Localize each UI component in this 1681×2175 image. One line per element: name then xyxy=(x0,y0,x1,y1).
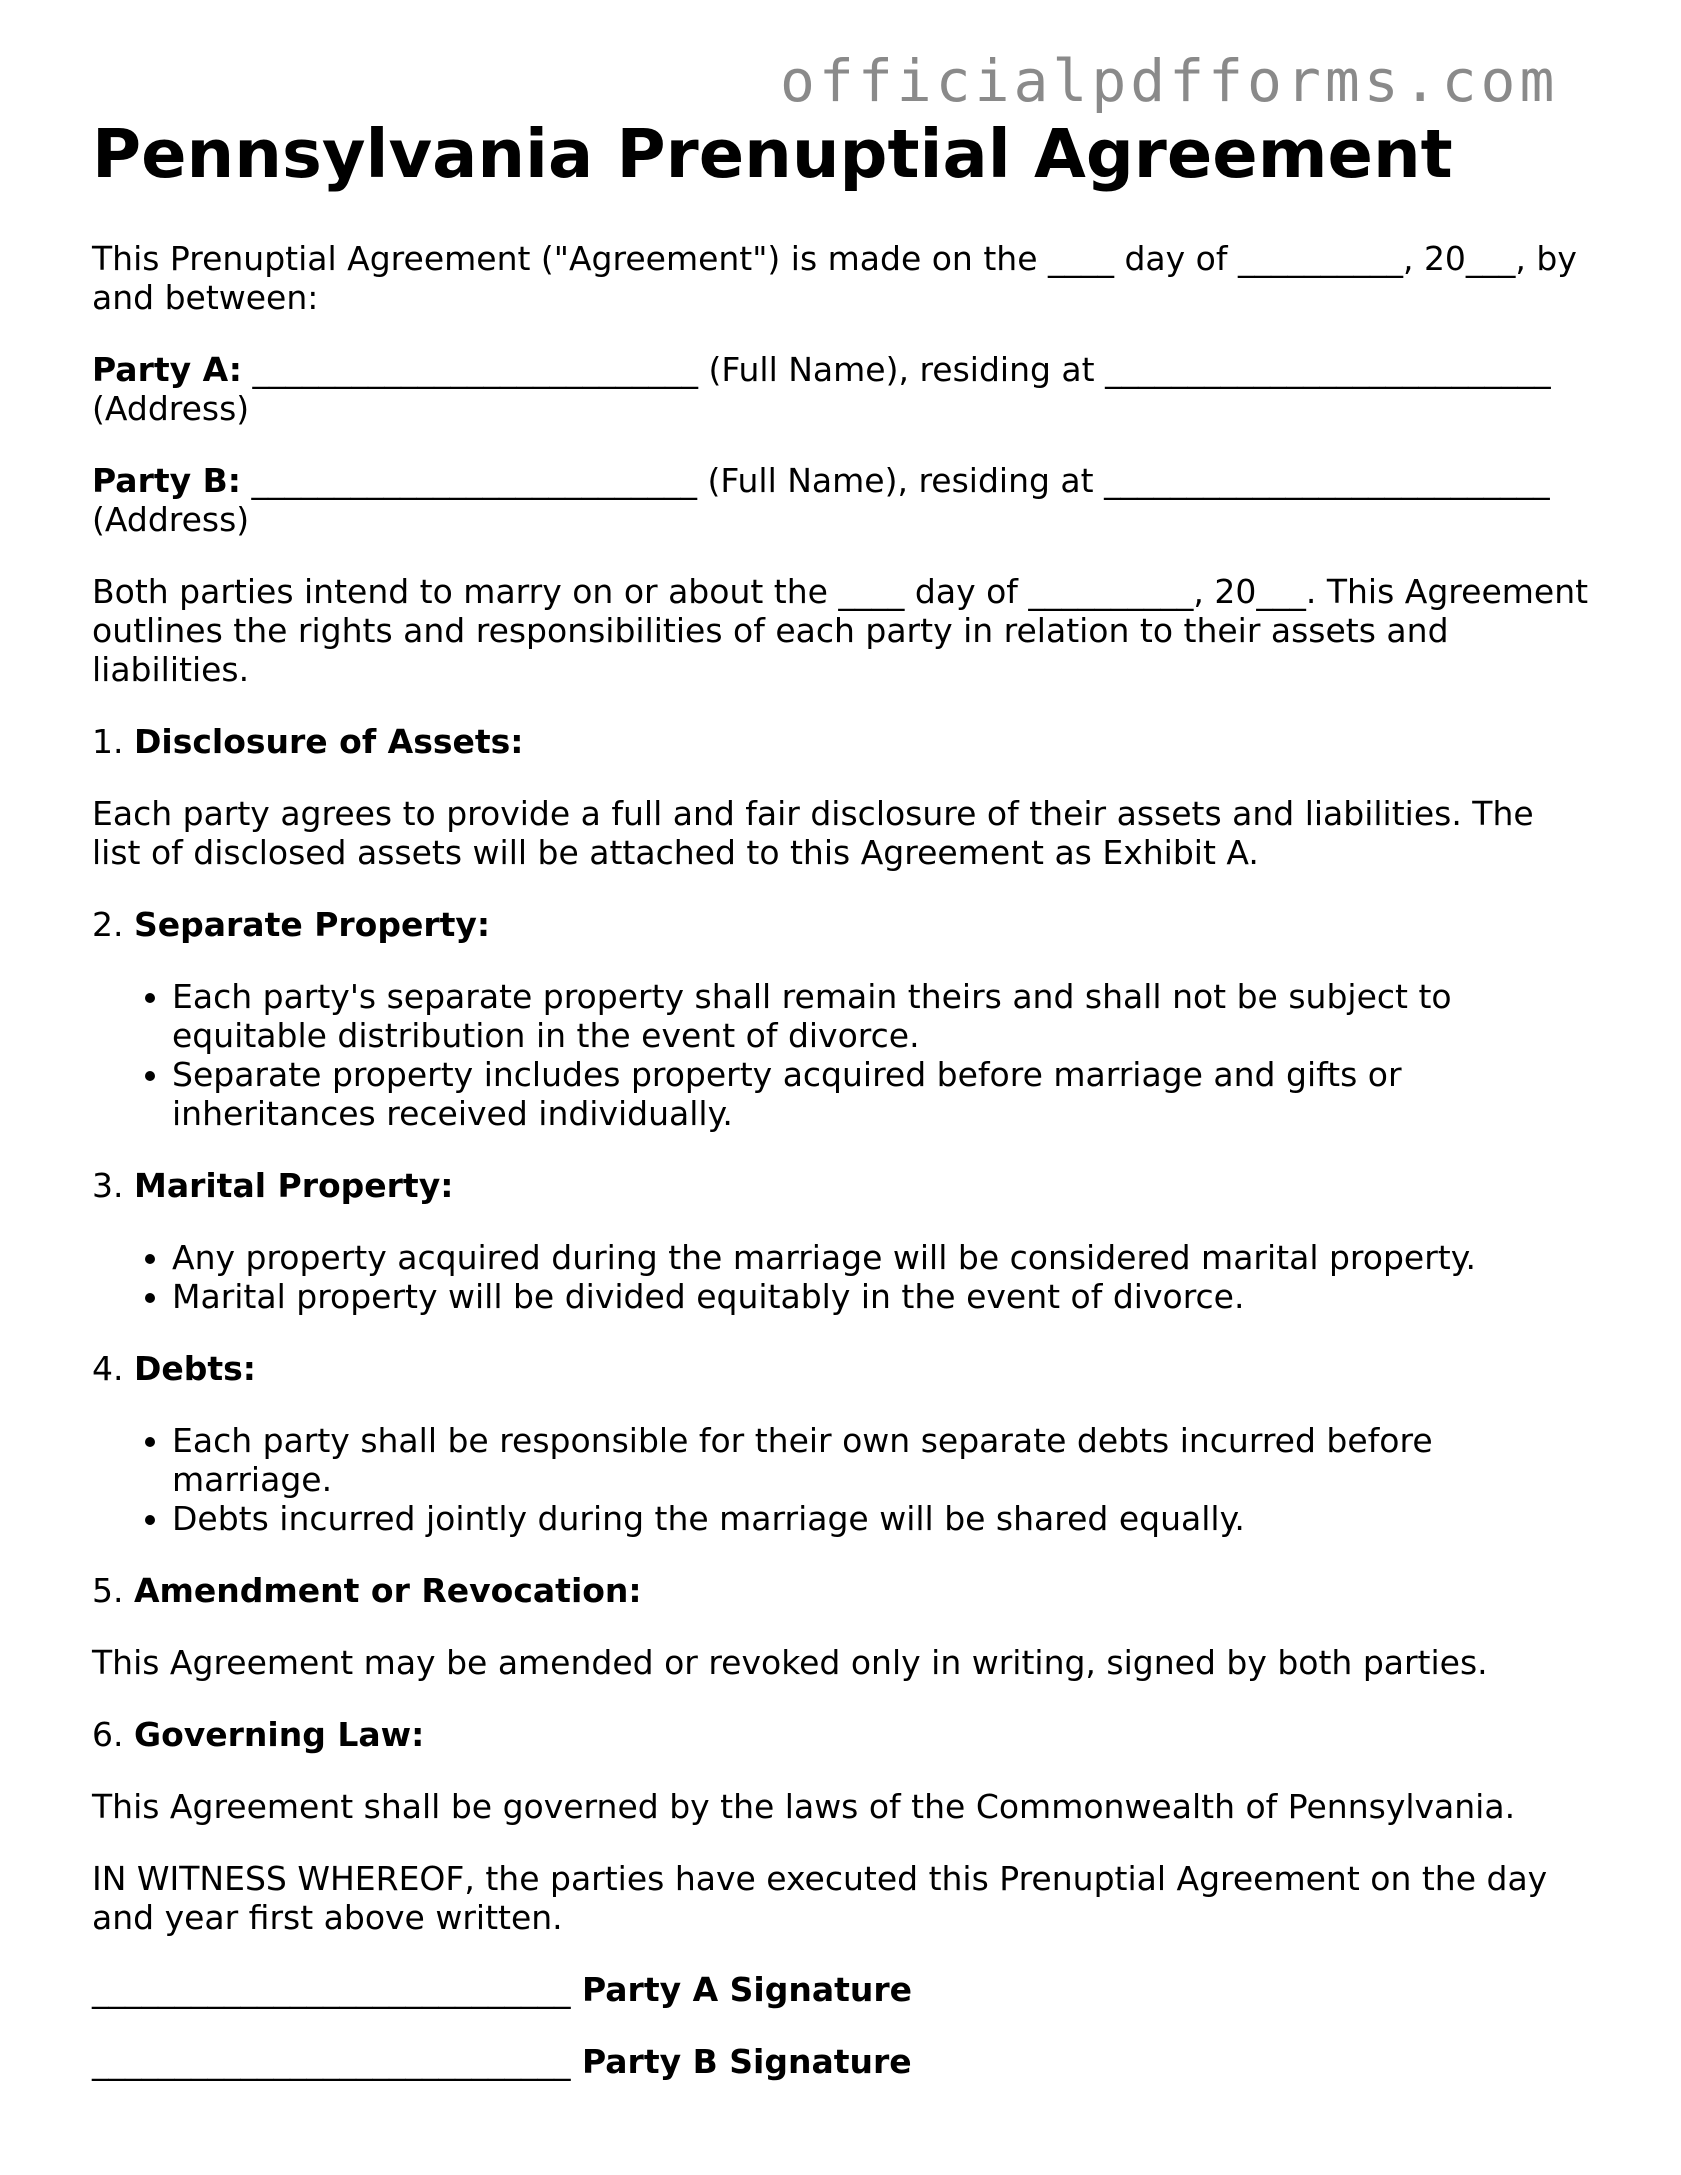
witness-paragraph: IN WITNESS WHEREOF, the parties have executed this Prenuptial Agreement on the day and year first above written. xyxy=(92,1859,1548,1937)
section-5-text: This Agreement may be amended or revoked only in writing, signed by both parties. xyxy=(92,1643,1488,1682)
section-6-heading xyxy=(92,1715,1592,1754)
section-2-title: Separate Property: xyxy=(133,905,491,944)
section-6-title: Governing Law: xyxy=(133,1715,425,1754)
marriage-intent-paragraph: Both parties intend to marry on or about the ____ day of __________, 20___. This Agreement outlines the rights and responsibilities of each party in relation to their assets and liabilities. xyxy=(92,572,1589,689)
section-3-title: Marital Property: xyxy=(133,1166,454,1205)
section-5-heading xyxy=(92,1571,1592,1610)
list-item: • Each party's separate property shall remain theirs and shall not be subject to equitable distribution in the event of divorce. xyxy=(172,977,1592,1055)
section-1-title: Disclosure of Assets: xyxy=(133,722,524,761)
party-a-label: Party A: xyxy=(92,350,242,389)
section-4-number: 4. xyxy=(92,1349,134,1388)
signature-blank: _____________________________ xyxy=(92,1970,571,2009)
section-4-title: Debts: xyxy=(133,1349,256,1388)
party-a-signature-line xyxy=(92,1970,1592,2009)
party-b-signature-line xyxy=(92,2042,1592,2081)
watermark: officialpdfforms.com xyxy=(780,47,1559,115)
page-title: Pennsylvania Prenuptial Agreement xyxy=(92,115,1453,193)
party-b-line xyxy=(92,461,1592,539)
section-4-heading xyxy=(92,1349,1592,1388)
section-5-number: 5. xyxy=(92,1571,134,1610)
section-3-number: 3. xyxy=(92,1166,134,1205)
party-a-text: ___________________________ (Full Name), residing at ___________________________ (Address) xyxy=(92,350,1551,428)
section-6-number: 6. xyxy=(92,1715,134,1754)
section-1-text: Each party agrees to provide a full and fair disclosure of their assets and liabilities. The list of disclosed assets will be attached to this Agreement as Exhibit A. xyxy=(92,794,1534,872)
list-item: • Debts incurred jointly during the marriage will be shared equally. xyxy=(172,1499,1592,1538)
party-a-line xyxy=(92,350,1592,428)
signature-blank: _____________________________ xyxy=(92,2042,571,2081)
section-3-list xyxy=(92,1238,1592,1316)
list-item: • Separate property includes property acquired before marriage and gifts or inheritances received individually. xyxy=(172,1055,1592,1133)
party-a-signature-label: Party A Signature xyxy=(570,1970,913,2009)
list-item: • Each party shall be responsible for their own separate debts incurred before marriage. xyxy=(172,1421,1592,1499)
section-3-heading xyxy=(92,1166,1592,1205)
party-b-signature-label: Party B Signature xyxy=(570,2042,912,2081)
section-2-number: 2. xyxy=(92,905,134,944)
section-4-list xyxy=(92,1421,1592,1538)
section-6-text: This Agreement shall be governed by the laws of the Commonwealth of Pennsylvania. xyxy=(92,1787,1516,1826)
section-5-title: Amendment or Revocation: xyxy=(133,1571,642,1610)
section-1-heading xyxy=(92,722,1592,761)
party-b-label: Party B: xyxy=(92,461,241,500)
party-b-text: ___________________________ (Full Name), residing at ___________________________ (Address) xyxy=(92,461,1550,539)
list-item: • Any property acquired during the marriage will be considered marital property. xyxy=(172,1238,1592,1277)
section-2-list xyxy=(92,977,1592,1133)
document-body xyxy=(92,239,1592,2114)
section-1-number: 1. xyxy=(92,722,134,761)
section-2-heading xyxy=(92,905,1592,944)
list-item: • Marital property will be divided equitably in the event of divorce. xyxy=(172,1277,1592,1316)
intro-paragraph: This Prenuptial Agreement ("Agreement") is made on the ____ day of __________, 20___, by and between: xyxy=(92,239,1577,317)
